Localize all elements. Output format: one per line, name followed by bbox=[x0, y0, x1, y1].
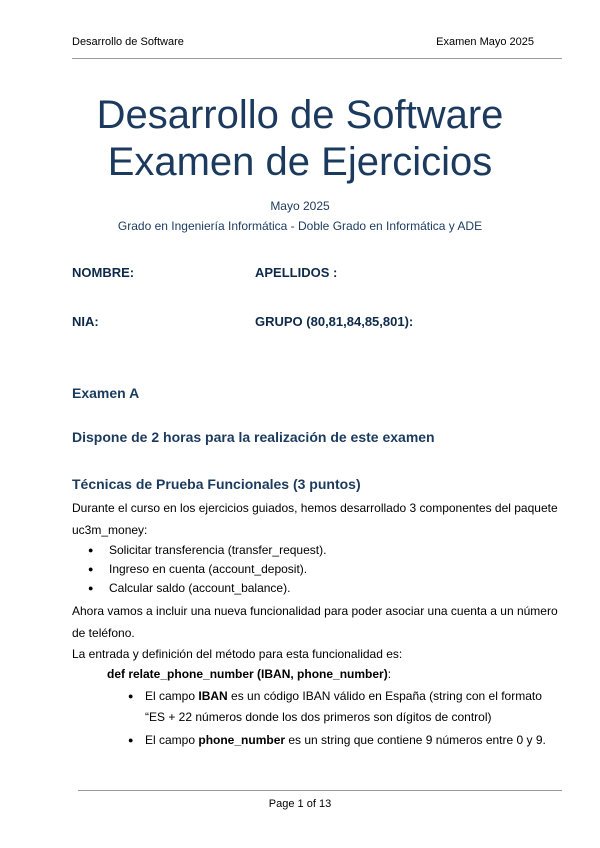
page-number: Page 1 of 13 bbox=[268, 798, 332, 810]
field-nia: NIA: bbox=[72, 314, 99, 329]
exam-duration: Dispone de 2 horas para la realización de este examen bbox=[72, 429, 435, 445]
method-colon: : bbox=[387, 667, 392, 681]
header-divider bbox=[72, 58, 562, 59]
exam-version: Examen A bbox=[72, 385, 140, 401]
section-title: Técnicas de Prueba Funcionales (3 puntos) bbox=[72, 476, 361, 492]
footer-divider bbox=[78, 790, 562, 791]
section-paragraph-2: Ahora vamos a incluir una nueva funcionalidad para poder asociar una cuenta a un número de teléfono. bbox=[72, 604, 558, 640]
header-left-text: Desarrollo de Software bbox=[72, 36, 184, 48]
method-definition bbox=[107, 667, 391, 681]
document-title bbox=[0, 92, 600, 186]
param-prefix: El campo bbox=[145, 733, 199, 747]
list-item bbox=[128, 686, 558, 728]
list-item: ● Solicitar transferencia (transfer_request). bbox=[88, 541, 326, 560]
title-line-1: Desarrollo de Software bbox=[96, 93, 504, 137]
param-name: IBAN bbox=[198, 689, 228, 703]
parameters-list bbox=[128, 686, 558, 751]
param-description: es un string que contiene 9 números entre 0 y 9. bbox=[285, 733, 546, 747]
param-description: es un código IBAN válido en España (string con el formato “ES + 22 números donde los dos primeros son dígitos de control) bbox=[145, 689, 542, 724]
field-apellidos: APELLIDOS : bbox=[255, 265, 338, 280]
param-prefix: El campo bbox=[145, 689, 199, 703]
field-grupo: GRUPO (80,81,84,85,801): bbox=[255, 314, 414, 329]
header-right-text: Examen Mayo 2025 bbox=[436, 36, 534, 48]
subtitle-degree: Grado en Ingeniería Informática - Doble Grado en Informática y ADE bbox=[117, 219, 483, 233]
param-name: phone_number bbox=[198, 733, 286, 747]
list-item bbox=[128, 730, 558, 751]
list-item: ● Calcular saldo (account_balance). bbox=[88, 579, 326, 598]
components-list bbox=[88, 541, 326, 598]
section-intro: Durante el curso en los ejercicios guiados, hemos desarrollado 3 componentes del paquete uc3m_money: bbox=[72, 501, 558, 537]
subtitle-date: Mayo 2025 bbox=[270, 199, 330, 213]
method-signature: def relate_phone_number (IBAN, phone_number) bbox=[107, 667, 388, 681]
list-item: ● Ingreso en cuenta (account_deposit). bbox=[88, 560, 326, 579]
section-paragraph-3: La entrada y definición del método para esta funcionalidad es: bbox=[72, 647, 403, 661]
title-line-2: Examen de Ejercicios bbox=[107, 140, 493, 184]
field-nombre: NOMBRE: bbox=[72, 265, 135, 280]
